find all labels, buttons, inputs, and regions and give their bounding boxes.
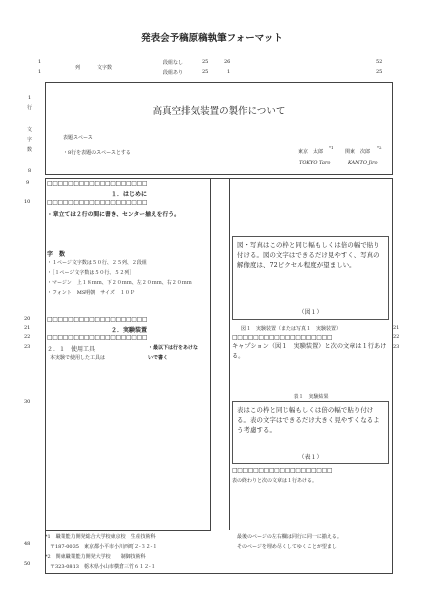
line-num-left: 21	[24, 325, 31, 331]
line-num-left: 30	[24, 399, 31, 405]
font-item: ・マージン 上１８ｍｍ、下２０ｍｍ、左２０ｍｍ、右２０ｍｍ	[47, 280, 192, 286]
line-num-left: 23	[24, 344, 31, 350]
line-num-1: 1	[28, 95, 32, 101]
footnote-rule	[45, 530, 211, 531]
line-label-row: 行	[27, 105, 33, 111]
section-2-heading: ２．実験装置	[110, 327, 147, 334]
author1-mark: *1	[329, 145, 334, 150]
section-1-heading: １．はじめに	[110, 191, 147, 198]
font-item: ・１ページ文字数は５０行、２５列、２段組	[47, 260, 147, 266]
author2-en: KANTO Jiro	[348, 160, 378, 166]
title-block-bottom-rule	[45, 174, 393, 175]
line-num-left: 10	[24, 199, 31, 205]
header-row1-a: 25	[202, 59, 209, 65]
header-row2-label: 段組あり	[163, 70, 184, 76]
author1-en: TOKYO Taro	[299, 160, 331, 166]
right-squares-row-2: □□□□□□□□□□□□□□□□□□□	[232, 467, 333, 474]
table-label: （表１）	[298, 454, 323, 461]
header-row1-b: 26	[224, 59, 231, 65]
header-chars-label: 文字数	[97, 65, 113, 71]
line-num-right: 21	[393, 325, 400, 331]
subsection-1-body: 本実験で使用した工具は	[50, 355, 106, 361]
vertical-label-2: 字	[27, 137, 33, 143]
line-num-left: 48	[24, 541, 31, 547]
col-divider-right	[229, 178, 230, 530]
right-squares-row-1: □□□□□□□□□□□□□□□□□□□	[232, 334, 333, 341]
caption-note	[232, 342, 390, 362]
left-squares-row-1: □□□□□□□□□□□□□□□□□□□	[47, 180, 148, 187]
indent-note-2: いで書く	[148, 355, 169, 361]
left-squares-row-1b: □□□□□□□□□□□□□□□□□□□	[47, 199, 148, 206]
table-box	[232, 401, 389, 464]
figure-box-text: 図・写真はこの枠と同じ幅もしくは倍の幅で貼り付ける。図の文字はできるだけ見やすく、写真の解像度は、72ピクセル程度が望ましい。	[237, 241, 380, 270]
page-title: 発表会予稿原稿執筆フォーマット	[141, 33, 283, 44]
header-row2-c: 25	[376, 69, 383, 75]
body-left-rule	[45, 178, 46, 574]
footnote-1-line-2: 〒187-0035 東京都小平市小川西町２-３２-１	[50, 544, 158, 550]
figure-label: （図１）	[298, 309, 323, 316]
figure-caption: 図１ 実験装置（または写真１ 実験装置）	[241, 326, 342, 332]
title-block-left-rule	[45, 82, 46, 175]
line-num-left: 9	[26, 180, 30, 186]
caption-note-text: キャプション（図１ 実験装置）と次の文章は１行あける。	[232, 343, 387, 361]
header-col-num: 1	[38, 59, 42, 65]
line-num-left: 20	[24, 316, 31, 322]
figure-box	[232, 236, 389, 320]
header-row-num: 1	[38, 69, 42, 75]
header-row1-label: 段組なし	[163, 60, 184, 66]
footnote-2-line-2: 〒323-0813 栃木県小山市横倉三竹６１２-１	[50, 564, 156, 570]
font-item: ・フォント MS明朝 サイズ １０Ｐ	[47, 290, 135, 296]
header-row2-b: 1	[227, 69, 231, 75]
font-heading: 字 数	[47, 251, 66, 258]
line-num-8: 8	[28, 168, 32, 174]
last-page-note-2: そのページを埋め尽くしてゆくことが望まし	[237, 544, 337, 550]
line-num-left: 50	[24, 561, 31, 567]
title-block-right-rule	[392, 82, 393, 175]
line-num-right: 23	[393, 344, 400, 350]
section-1-note: ・章立ては２行の間に書き、センター揃えを行う。	[47, 212, 180, 218]
col-divider-left	[210, 178, 211, 530]
line-num-right: 22	[393, 334, 400, 340]
body-bottom-rule	[45, 573, 393, 574]
main-title: 高真空排気装置の製作について	[152, 106, 286, 117]
left-squares-row-2: □□□□□□□□□□□□□□□□□□□	[47, 316, 148, 323]
vertical-label-3: 数	[27, 147, 33, 153]
header-row1-c: 52	[376, 59, 383, 65]
space-note-2: ・8行を表題のスペースとする	[63, 150, 131, 156]
table-note: 表の終わりと次の文章は１行あける。	[232, 478, 318, 484]
header-col-label: 列	[75, 65, 81, 71]
space-note-1: 表題スペース	[63, 135, 93, 141]
author1-jp: 東京 太郎	[298, 149, 324, 155]
body-top-rule	[45, 178, 393, 179]
left-squares-row-3: □□□□□□□□□□□□□□□□□□□	[47, 334, 148, 341]
footnote-2-line-1: *2 関東職業能力開発大学校 制御技術科	[45, 554, 146, 560]
author2-mark: *2	[377, 145, 382, 150]
font-item: ・［１ページ文字数は５０行、５２列］	[47, 270, 135, 276]
footnote-1-line-1: *1 職業能力開発総合大学校東京校 生産技術科	[45, 534, 156, 540]
table-box-text: 表はこの枠と同じ幅もしくは倍の幅で貼り付ける。表の文字はできるだけ大きく見やすくなるよう考慮する。	[237, 406, 380, 435]
vertical-label-1: 文	[27, 127, 33, 133]
body-right-rule	[392, 178, 393, 574]
subsection-1: ２．１ 使用工具	[47, 346, 96, 353]
indent-note-1: ・最以下は行をあけな	[148, 345, 199, 351]
author2-jp: 関東 次郎	[345, 149, 371, 155]
last-page-note-1: 最後のページの左右欄は同行に同一に揃える。	[237, 534, 342, 540]
header-row2-a: 25	[202, 69, 209, 75]
title-block-top-rule	[45, 82, 393, 83]
table-caption: 表１ 実験結果	[293, 394, 329, 400]
line-num-left: 22	[24, 334, 31, 340]
